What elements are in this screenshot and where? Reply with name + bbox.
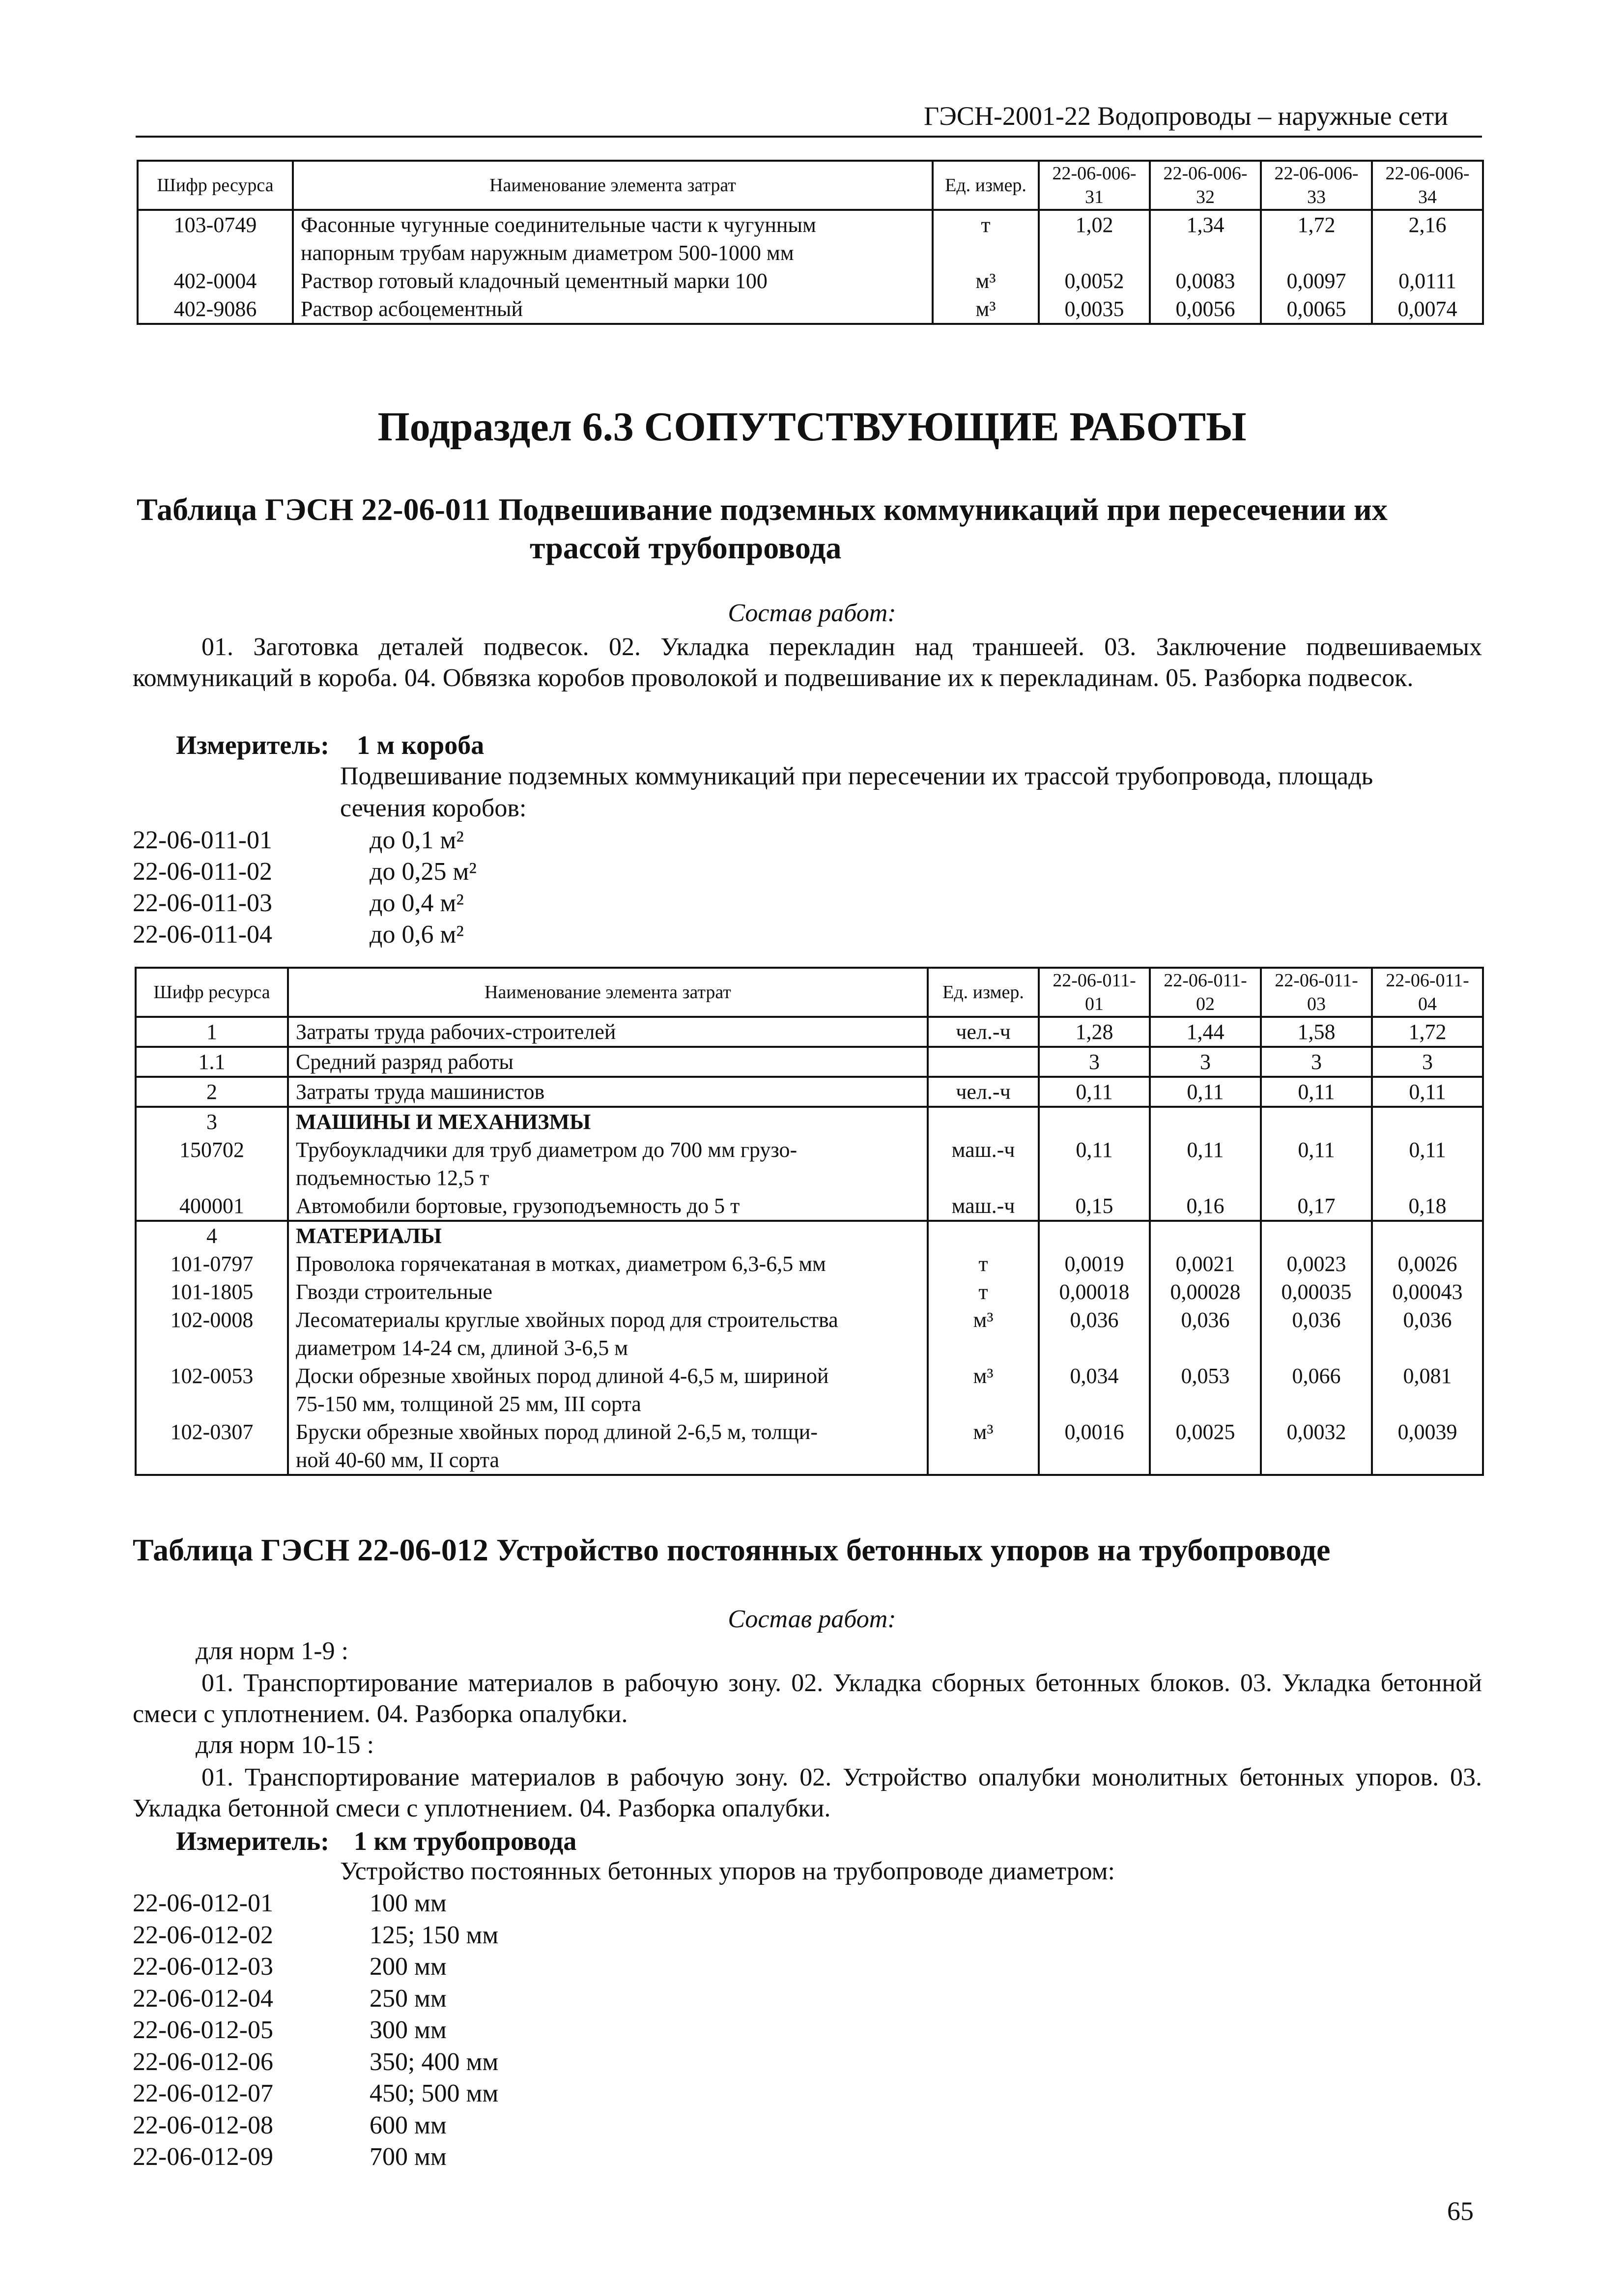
norm-list-item [0, 1952, 639, 1984]
norm-value [1372, 1221, 1483, 1250]
resource-code: 101-0797 [136, 1250, 288, 1278]
norm-value: 0,053 [1150, 1362, 1261, 1418]
norm-code: 22-06-012-01 [133, 1889, 273, 1917]
norm-list-item [0, 857, 590, 889]
table-row [136, 1077, 1483, 1107]
resource-unit [928, 1047, 1039, 1077]
resource-unit: т [933, 210, 1039, 267]
resource-name: Раствор готовый кладочный цементный марки 100 [293, 267, 933, 295]
resource-name: Фасонные чугунные соединительные части к чугунным напорным трубам наружным диаметром 500-1000 мм [293, 210, 933, 267]
norm-value: 200 мм [370, 1953, 447, 1981]
norm-value: 0,0039 [1372, 1418, 1483, 1475]
norms-range-1: для норм 1-9 : [196, 1637, 349, 1665]
norm-value: 0,11 [1039, 1077, 1150, 1107]
norm-list-item [0, 2079, 639, 2110]
norm-value: 0,00018 [1039, 1278, 1150, 1306]
norm-value: 1,34 [1150, 210, 1261, 267]
norm-list-item [0, 1889, 639, 1920]
norm-list-item [0, 920, 590, 952]
composition-label: Состав работ: [728, 1605, 896, 1633]
norm-list-item [0, 1921, 639, 1952]
resource-name: Трубоукладчики для труб диаметром до 700 мм грузо- подъемностью 12,5 т [288, 1136, 928, 1192]
norm-value [1039, 1107, 1150, 1136]
norm-value: до 0,25 м² [370, 858, 477, 886]
resource-unit [928, 1107, 1039, 1136]
col-header-norm: 22-06-011-03 [1261, 968, 1372, 1017]
resource-code: 103-0749 [138, 210, 293, 267]
norm-value: 0,11 [1261, 1136, 1372, 1192]
resource-code: 400001 [136, 1192, 288, 1221]
table-row [136, 1192, 1483, 1221]
resource-unit: м³ [933, 295, 1039, 324]
norm-value: до 0,4 м² [370, 889, 464, 917]
norm-value: 0,11 [1261, 1077, 1372, 1107]
section-title: Подраздел 6.3 СОПУТСТВУЮЩИЕ РАБОТЫ [377, 404, 1247, 450]
norm-value: 0,0052 [1039, 267, 1150, 295]
table-row [138, 267, 1483, 295]
resource-unit: чел.-ч [928, 1017, 1039, 1047]
resource-name: МАШИНЫ И МЕХАНИЗМЫ [288, 1107, 928, 1136]
description-line2: сечения коробов: [340, 794, 527, 822]
col-header-name: Наименование элемента затрат [293, 161, 933, 210]
composition-label: Состав работ: [728, 599, 896, 627]
table-row [136, 1107, 1483, 1136]
norm-code: 22-06-012-05 [133, 2016, 273, 2044]
table-row [136, 1017, 1483, 1047]
col-header-norm: 22-06-011-01 [1039, 968, 1150, 1017]
resource-unit: маш.-ч [928, 1136, 1039, 1192]
norm-value: 3 [1039, 1047, 1150, 1077]
norm-value: 100 мм [370, 1889, 447, 1917]
norm-value: 0,11 [1150, 1136, 1261, 1192]
norm-value: 0,11 [1039, 1136, 1150, 1192]
resource-code: 102-0307 [136, 1418, 288, 1475]
norm-value: 0,17 [1261, 1192, 1372, 1221]
resource-name: Затраты труда машинистов [288, 1077, 928, 1107]
norm-value: 3 [1150, 1047, 1261, 1077]
table-011-title-line2: трассой трубопровода [530, 530, 842, 565]
measure-value: 1 км трубопровода [354, 1826, 577, 1856]
resource-name: Лесоматериалы круглые хвойных пород для строительства диаметром 14-24 см, длиной 3-6,5 м [288, 1306, 928, 1362]
table-row [136, 1418, 1483, 1475]
norm-value: 1,02 [1039, 210, 1150, 267]
description-line1: Подвешивание подземных коммуникаций при пересечении их трассой трубопровода, площадь [340, 762, 1373, 790]
measure-label: Измеритель: [176, 1826, 330, 1856]
running-header: ГЭСН-2001-22 Водопроводы – наружные сети [924, 101, 1449, 131]
norm-value: 0,036 [1372, 1306, 1483, 1362]
norm-value: 3 [1261, 1047, 1372, 1077]
norm-value: 0,0032 [1261, 1418, 1372, 1475]
norm-value: 0,036 [1039, 1306, 1150, 1362]
resource-code: 2 [136, 1077, 288, 1107]
resource-code: 402-0004 [138, 267, 293, 295]
resource-code: 1.1 [136, 1047, 288, 1077]
table-row [136, 1047, 1483, 1077]
resource-unit: маш.-ч [928, 1192, 1039, 1221]
norm-value: 450; 500 мм [370, 2079, 499, 2107]
norm-value: 0,0026 [1372, 1250, 1483, 1278]
norm-value: 0,0111 [1372, 267, 1483, 295]
norm-value: 0,0074 [1372, 295, 1483, 324]
measure-label: Измеритель: [176, 730, 330, 760]
norm-value: 1,72 [1261, 210, 1372, 267]
norm-value: 300 мм [370, 2016, 447, 2044]
resource-unit: м³ [928, 1362, 1039, 1418]
resource-name: МАТЕРИАЛЫ [288, 1221, 928, 1250]
resource-code: 102-0008 [136, 1306, 288, 1362]
resource-name: Автомобили бортовые, грузоподъемность до 5 т [288, 1192, 928, 1221]
table-row [136, 1136, 1483, 1192]
norm-value: 0,0083 [1150, 267, 1261, 295]
col-header-norm: 22-06-006-34 [1372, 161, 1483, 210]
norm-value: 0,18 [1372, 1192, 1483, 1221]
resource-unit: т [928, 1250, 1039, 1278]
norm-value: 0,066 [1261, 1362, 1372, 1418]
norm-value: 0,0023 [1261, 1250, 1372, 1278]
header-rule [136, 136, 1482, 138]
norm-code: 22-06-011-01 [133, 826, 273, 854]
norm-value: 1,58 [1261, 1017, 1372, 1047]
norm-code: 22-06-011-03 [133, 889, 273, 917]
norm-value: 1,28 [1039, 1017, 1150, 1047]
measure-value: 1 м короба [357, 730, 484, 760]
norm-value: 0,0097 [1261, 267, 1372, 295]
norm-code: 22-06-012-03 [133, 1953, 273, 1981]
norm-value: до 0,1 м² [370, 826, 464, 854]
norm-list-item [0, 1984, 639, 2016]
norm-value: 125; 150 мм [370, 1921, 499, 1949]
norm-list-item [0, 2111, 639, 2142]
page-number: 65 [1447, 2196, 1474, 2226]
norm-value: 0,15 [1039, 1192, 1150, 1221]
col-header-norm: 22-06-006-32 [1150, 161, 1261, 210]
table-row [136, 1250, 1483, 1278]
norm-value: 0,11 [1372, 1136, 1483, 1192]
norm-value: 1,44 [1150, 1017, 1261, 1047]
norm-list-item [0, 2142, 639, 2174]
norm-value: 3 [1372, 1047, 1483, 1077]
norm-code: 22-06-012-08 [133, 2111, 273, 2139]
table-row [138, 295, 1483, 324]
norm-value [1261, 1221, 1372, 1250]
resource-unit: м³ [928, 1306, 1039, 1362]
description: Устройство постоянных бетонных упоров на трубопроводе диаметром: [340, 1857, 1115, 1885]
norm-list-item [0, 2016, 639, 2047]
norm-value [1150, 1221, 1261, 1250]
col-header-norm: 22-06-011-02 [1150, 968, 1261, 1017]
norm-value: 0,034 [1039, 1362, 1150, 1418]
norm-value: 0,0016 [1039, 1418, 1150, 1475]
composition-text: 01. Заготовка деталей подвесок. 02. Укладка перекладин над траншеей. 03. Заключение подвешиваемых коммуникаций в короба. 04. Обвязка коробов проволокой и подвешивание их к перекладинам. 05. Разборка подвесок. [133, 633, 1482, 692]
table-row [136, 1362, 1483, 1418]
norm-code: 22-06-011-02 [133, 858, 273, 886]
resource-table-006 [137, 160, 1484, 325]
resource-name: Затраты труда рабочих-строителей [288, 1017, 928, 1047]
resource-code: 101-1805 [136, 1278, 288, 1306]
norm-value: 0,00028 [1150, 1278, 1261, 1306]
resource-name: Доски обрезные хвойных пород длиной 4-6,5 м, шириной 75-150 мм, толщиной 25 мм, III сорта [288, 1362, 928, 1418]
norm-code: 22-06-011-04 [133, 921, 273, 949]
col-header-unit: Ед. измер. [928, 968, 1039, 1017]
norm-list-item [0, 2047, 639, 2079]
norm-code: 22-06-012-02 [133, 1921, 273, 1949]
table-row [136, 1278, 1483, 1306]
norm-code: 22-06-012-09 [133, 2143, 273, 2171]
norm-value: 0,16 [1150, 1192, 1261, 1221]
norm-list-item [0, 826, 590, 858]
norm-code: 22-06-012-06 [133, 2047, 273, 2076]
norm-value: 0,00043 [1372, 1278, 1483, 1306]
norm-value: 350; 400 мм [370, 2047, 499, 2076]
norms-range-2: для норм 10-15 : [196, 1731, 374, 1759]
resource-code: 1 [136, 1017, 288, 1047]
col-header-code: Шифр ресурса [136, 968, 288, 1017]
norm-code: 22-06-012-07 [133, 2079, 273, 2107]
col-header-code: Шифр ресурса [138, 161, 293, 210]
table-row [136, 1221, 1483, 1250]
composition-text-1: 01. Транспортирование материалов в рабочую зону. 02. Укладка сборных бетонных блоков. 03. Укладка бетонной смеси с уплотнением. 04. Разборка опалубки. [133, 1669, 1482, 1728]
col-header-norm: 22-06-006-33 [1261, 161, 1372, 210]
resource-name: Раствор асбоцементный [293, 295, 933, 324]
table-011-title-line1: Таблица ГЭСН 22-06-011 Подвешивание подземных коммуникаций при пересечении их [137, 492, 1388, 527]
norm-value: 0,11 [1150, 1077, 1261, 1107]
norm-value [1039, 1221, 1150, 1250]
resource-code: 3 [136, 1107, 288, 1136]
norm-value: 250 мм [370, 1984, 447, 2013]
resource-unit: м³ [928, 1418, 1039, 1475]
norm-value: 0,00035 [1261, 1278, 1372, 1306]
norm-value: 0,0021 [1150, 1250, 1261, 1278]
norm-value [1150, 1107, 1261, 1136]
resource-unit: чел.-ч [928, 1077, 1039, 1107]
norm-value: 700 мм [370, 2143, 447, 2171]
norm-value: 1,72 [1372, 1017, 1483, 1047]
col-header-norm: 22-06-006-31 [1039, 161, 1150, 210]
norm-value: 0,036 [1150, 1306, 1261, 1362]
norm-value: до 0,6 м² [370, 921, 464, 949]
norm-value: 0,11 [1372, 1077, 1483, 1107]
composition-text-2: 01. Транспортирование материалов в рабочую зону. 02. Устройство опалубки монолитных бетонных упоров. 03. Укладка бетонной смеси с уплотнением. 04. Разборка опалубки. [133, 1763, 1482, 1822]
norm-value: 2,16 [1372, 210, 1483, 267]
resource-code: 150702 [136, 1136, 288, 1192]
resource-name: Бруски обрезные хвойных пород длиной 2-6,5 м, толщи- ной 40-60 мм, II сорта [288, 1418, 928, 1475]
resource-table-011 [135, 967, 1484, 1476]
col-header-unit: Ед. измер. [933, 161, 1039, 210]
norm-list-item [0, 889, 590, 921]
norm-value: 0,0025 [1150, 1418, 1261, 1475]
resource-name: Гвозди строительные [288, 1278, 928, 1306]
table-row [136, 1306, 1483, 1362]
resource-unit: т [928, 1278, 1039, 1306]
norm-value: 0,0019 [1039, 1250, 1150, 1278]
resource-code: 102-0053 [136, 1362, 288, 1418]
norm-value: 0,0035 [1039, 295, 1150, 324]
norm-code: 22-06-012-04 [133, 1984, 273, 2013]
norm-value [1261, 1107, 1372, 1136]
table-012-title: Таблица ГЭСН 22-06-012 Устройство постоянных бетонных упоров на трубопроводе [133, 1532, 1331, 1567]
resource-unit [928, 1221, 1039, 1250]
col-header-name: Наименование элемента затрат [288, 968, 928, 1017]
norm-value [1372, 1107, 1483, 1136]
norm-value: 0,0065 [1261, 295, 1372, 324]
resource-unit: м³ [933, 267, 1039, 295]
norm-value: 0,0056 [1150, 295, 1261, 324]
resource-name: Проволока горячекатаная в мотках, диаметром 6,3-6,5 мм [288, 1250, 928, 1278]
resource-code: 4 [136, 1221, 288, 1250]
col-header-norm: 22-06-011-04 [1372, 968, 1483, 1017]
resource-code: 402-9086 [138, 295, 293, 324]
norm-value: 0,036 [1261, 1306, 1372, 1362]
norm-value: 600 мм [370, 2111, 447, 2139]
resource-name: Средний разряд работы [288, 1047, 928, 1077]
table-row [138, 210, 1483, 267]
norm-value: 0,081 [1372, 1362, 1483, 1418]
